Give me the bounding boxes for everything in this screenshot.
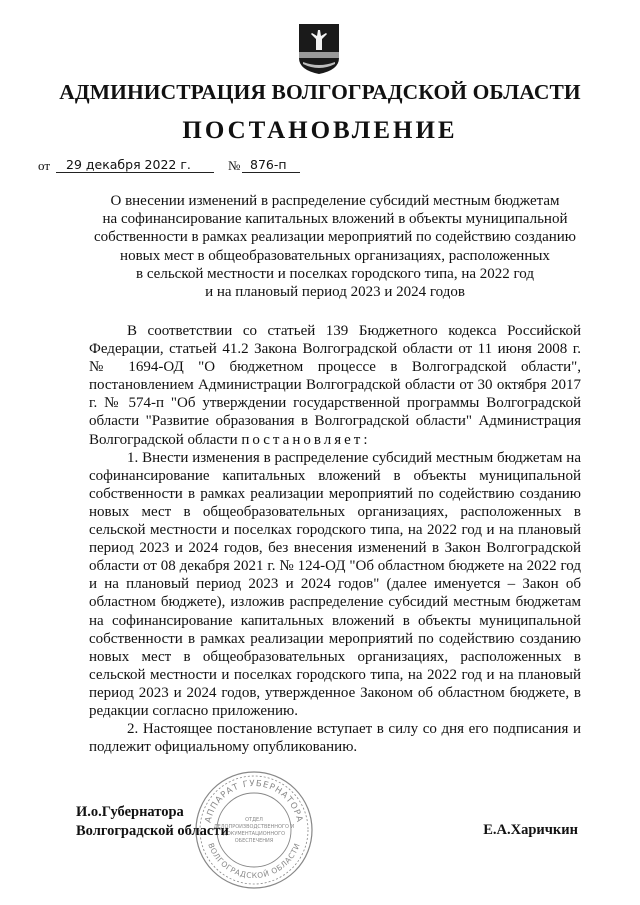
subject-line: и на плановый период 2023 и 2024 годов [205, 284, 465, 301]
org-name: АДМИНИСТРАЦИЯ ВОЛГОГРАДСКОЙ ОБЛАСТИ [59, 80, 581, 104]
date-underline [56, 172, 214, 173]
preamble-paragraph [89, 322, 581, 449]
subject-line: собственности в рамках реализации мероприятий по содействию созданию [93, 229, 576, 246]
item-1-paragraph: 1. Внести изменения в распределение субсидий местным бюджетам на софинансирование капитальных вложений в объекты муниципальной собственности в рамках реализации мероприятий по содействию созданию новых мест в общеобразовательных организациях, расположенных в сельской местности и поселках городского типа, на 2022 год и на плановый период 2023 и 2024 годов, без внесения изменений в Закон Волгоградской области от 08 декабря 2021 г. № 124-ОД "Об областном бюджете на 2022 год и на плановый период 2023 и 2024 годов" (далее именуется – Закон об областном бюджете), изложив распределение субсидий местным бюджетам на софинансирование капитальных вложений в объекты муниципальной собственности в рамках реализации мероприятий по содействию созданию новых мест в общеобразовательных организациях, расположенных в сельской местности и поселках городского типа, на 2022 год и на плановый период 2023 и 2024 годов, утвержденное Законом об областном бюджете, в редакции согласно приложению. [89, 449, 581, 719]
number-underline [242, 172, 300, 173]
subject-line: новых мест в общеобразовательных организациях, расположенных [120, 247, 550, 264]
document-body [89, 322, 581, 756]
subject-line: в сельской местности и поселках городского типа, на 2022 год [136, 265, 534, 282]
stamp-inner-line: ДОКУМЕНТАЦИОННОГО [222, 831, 286, 837]
signer-name: Е.А.Харичкин [483, 822, 578, 838]
preamble-text: В соответствии со статьей 139 Бюджетного кодекса Российской Федерации, статьей 41.2 Закона Волгоградской области от 11 июня 2008 г. № 1694-ОД "О бюджетном процессе в Волгоградской области", постановлением Администрации Волгоградской области от 30 октября 2017 г. № 574-п "Об утверждении государственной программы Волгоградской области "Развитие образования в Волгоградской области" Администрация Волгоградской области [89, 323, 581, 448]
stamp-inner-line: ДЕЛОПРОИЗВОДСТВЕННОГО И [213, 824, 295, 830]
stamp-inner-line: ОБЕСПЕЧЕНИЯ [234, 838, 274, 844]
decree-word: постановляет: [241, 431, 371, 448]
document-type: ПОСТАНОВЛЕНИЕ [182, 117, 458, 144]
number-label: № [228, 158, 241, 173]
stamp-inner-line: ОТДЕЛ [245, 817, 263, 823]
document-number: 876-п [250, 157, 287, 172]
item-2-paragraph: 2. Настоящее постановление вступает в силу со дня его подписания и подлежит официальному опубликованию. [89, 721, 581, 756]
volgograd-emblem-icon [297, 22, 341, 76]
office-stamp [192, 768, 316, 892]
date-label: от [38, 158, 51, 173]
signer-title-line: Волгоградской области [76, 823, 229, 839]
subject-line: на софинансирование капитальных вложений в объекты муниципальной [102, 211, 568, 228]
document-subject [90, 192, 580, 301]
subject-line: О внесении изменений в распределение субсидий местным бюджетам [110, 193, 560, 209]
signer-title-line: И.о.Губернатора [76, 804, 184, 820]
stamp-outer-text: АППАРАТ ГУБЕРНАТОРА [203, 778, 305, 824]
stamp-bottom-text: ВОЛГОГРАДСКОЙ ОБЛАСТИ [206, 841, 302, 881]
document-date: 29 декабря 2022 г. [66, 157, 191, 172]
svg-text:ВОЛГОГРАДСКОЙ ОБЛАСТИ [206, 842, 302, 880]
